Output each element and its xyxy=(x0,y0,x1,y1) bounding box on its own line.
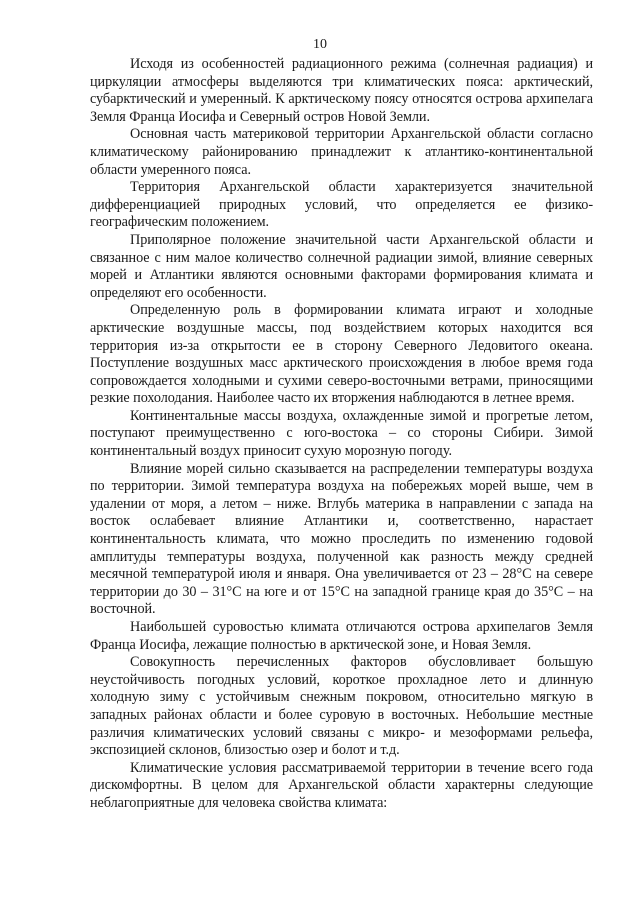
paragraph-discomfort-conditions: Климатические условия рассматриваемой территории в течение всего года дискомфортны. В целом для Архангельской области характерны следующие неблагоприятные для человека свойства климата: xyxy=(90,759,593,811)
paragraph-climate-belts: Исходя из особенностей радиационного режима (солнечная радиация) и циркуляции атмосферы выделяются три климатических пояса: арктический, субарктический и умеренный. К арктическому поясу относятся острова архипелага Земля Франца Иосифа и Северный остров Новой Земли. xyxy=(90,56,593,125)
page-number: 10 xyxy=(313,37,327,52)
paragraph-climate-zoning: Основная часть материковой территории Архангельской области согласно климатическому районированию принадлежит к атлантико-континентальной области умеренного пояса. xyxy=(90,126,593,178)
paragraph-harsh-islands: Наибольшей суровостью климата отличаются острова архипелагов Земля Франца Иосифа, лежащие полностью в арктической зоне, и Новая Земля. xyxy=(90,619,593,653)
paragraph-natural-differentiation: Территория Архангельской области характеризуется значительной дифференциацией природных условий, что определяется ее физико-географическим положением. xyxy=(90,179,593,231)
paragraph-arctic-air-masses: Определенную роль в формировании климата играют и холодные арктические воздушные массы, под воздействием которых находится вся территория из-за открытости ее в сторону Северного Ледовитого океана. Поступление воздушных масс арктического происхождения в любое время года сопровождается холодными и сухими северо-восточными ветрами, приносящими резкие похолодания. Наиболее часто их вторжения наблюдаются в летнее время. xyxy=(90,302,593,407)
paragraph-continental-air-masses: Континентальные массы воздуха, охлажденные зимой и прогретые летом, поступают преимущественно с юго-востока – со стороны Сибири. Зимой континентальный воздух приносит сухую морозную погоду. xyxy=(90,407,593,460)
paragraph-sea-influence: Влияние морей сильно сказывается на распределении температуры воздуха по территории. Зимой температура воздуха на побережьях морей выше, чем в удалении от моря, а летом – ниже. Вглубь материка в направлении с запада на восток ослабевает влияние Атлантики и, соответственно, нарастает континентальность климата, что можно проследить по изменению годовой амплитуды температуры воздуха, полученной как разность между средней месячной температурой июля и января. Она увеличивается от 23 – 28°С на севере территории до 30 – 31°С на юге и от 15°С на западной границе края до 35°С – на восточной. xyxy=(90,460,593,618)
paragraph-weather-instability: Совокупность перечисленных факторов обусловливает большую неустойчивость погодных условий, короткое прохладное лето и длинную холодную зиму с устойчивым снежным покровом, относительно мягкую в западных районах области и более суровую в восточных. Небольшие местные различия климатических условий связаны с микро- и мезоформами рельефа, экспозицией склонов, близостью озер и болот и т.д. xyxy=(90,654,593,759)
paragraph-subpolar-position: Приполярное положение значительной части Архангельской области и связанное с ним малое количество солнечной радиации зимой, влияние северных морей и Атлантики являются основными факторами формирования климата и определяют его особенности. xyxy=(90,231,593,301)
page-body xyxy=(90,56,593,813)
